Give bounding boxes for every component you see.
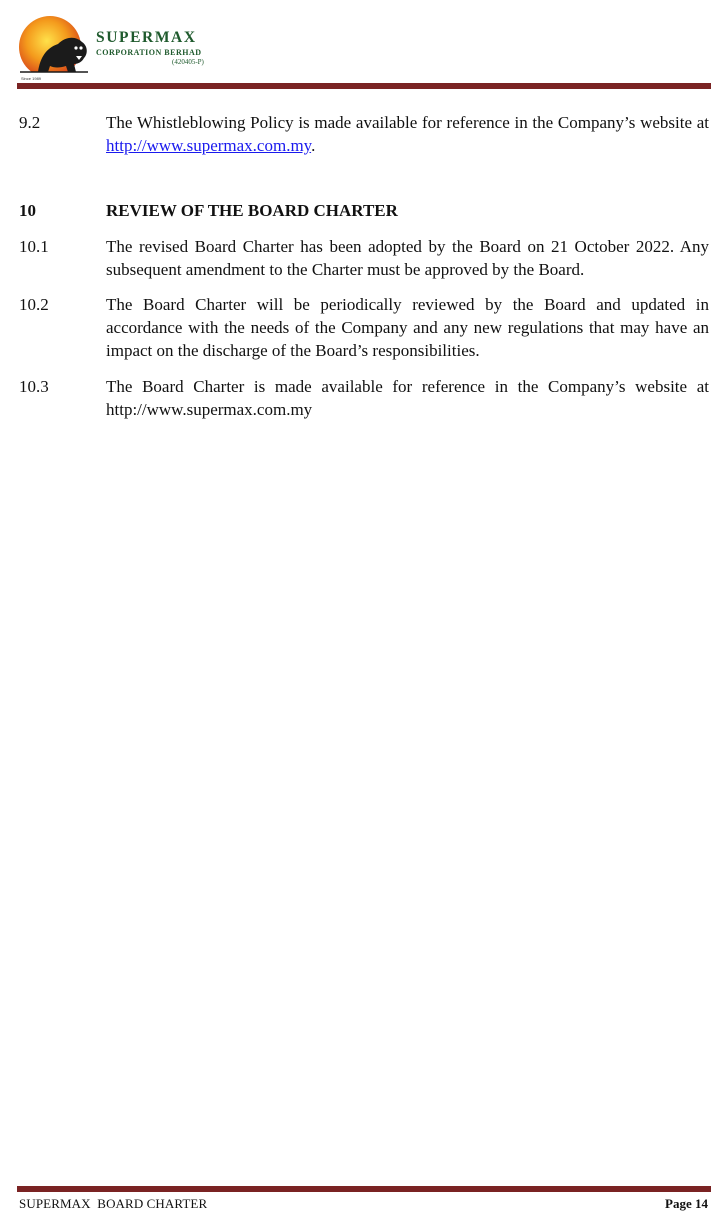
page-number: Page 14 [665, 1196, 708, 1211]
section-text-before-link: The Whistleblowing Policy is made available for reference in the Company’s website at [106, 113, 709, 132]
footer-divider [17, 1186, 711, 1192]
company-name: SUPERMAX [96, 29, 197, 46]
page-header [0, 0, 720, 92]
section-text: The Board Charter is made available for reference in the Company’s website at http://www.supermax.com.my [106, 377, 709, 419]
section-number: 10.3 [19, 377, 49, 396]
company-registration: (420405-P) [172, 58, 204, 66]
website-link[interactable]: http://www.supermax.com.my [106, 136, 312, 155]
footer-document-title: SUPERMAX BOARD CHARTER [19, 1196, 208, 1211]
section-number: 10.1 [19, 237, 49, 256]
header-divider [17, 83, 711, 89]
section-number: 10 [19, 201, 36, 220]
section-text: The Board Charter will be periodically reviewed by the Board and updated in accordance with the needs of the Company and any new regulations that may have an impact on the discharge of the Board’s responsibilities. [106, 295, 709, 360]
section-number: 10.2 [19, 295, 49, 314]
section-number: 9.2 [19, 113, 41, 132]
section-text [106, 111, 709, 157]
section-text: The revised Board Charter has been adopted by the Board on 21 October 2022. Any subsequent amendment to the Charter must be approved by the Board. [106, 237, 709, 279]
svg-text:Since 1989: Since 1989 [21, 76, 42, 81]
section-text-after-link: . [311, 136, 316, 155]
section-heading: REVIEW OF THE BOARD CHARTER [106, 201, 398, 220]
supermax-logo [18, 14, 90, 82]
company-subtitle: CORPORATION BERHAD [96, 48, 202, 57]
